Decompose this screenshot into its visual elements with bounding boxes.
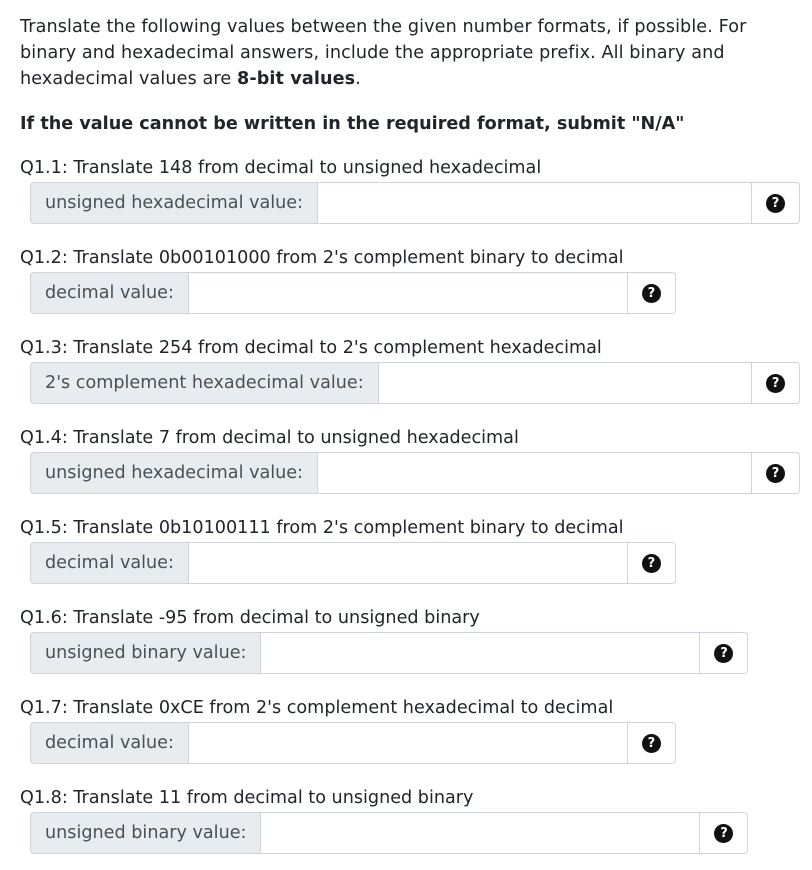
answer-input[interactable] [188, 722, 628, 764]
help-button[interactable] [700, 632, 748, 674]
answer-input[interactable] [378, 362, 753, 404]
question-label: Q1.8: Translate 11 from decimal to unsigned binary [20, 788, 474, 808]
help-button[interactable] [628, 722, 676, 764]
question-q1-2 [20, 246, 800, 314]
question-q1-7 [20, 696, 800, 764]
answer-prefix: unsigned hexadecimal value: [30, 452, 317, 494]
help-button[interactable] [752, 452, 800, 494]
instructions-end: . [355, 69, 361, 89]
question-mark-icon: ? [766, 374, 785, 393]
question-mark-icon: ? [766, 194, 785, 213]
help-button[interactable] [752, 362, 800, 404]
question-mark-icon: ? [766, 464, 785, 483]
answer-input-group [30, 542, 800, 584]
answer-prefix: unsigned binary value: [30, 812, 260, 854]
answer-input-group [30, 812, 800, 854]
question-label: Q1.6: Translate -95 from decimal to unsigned binary [20, 608, 480, 628]
question-label: Q1.4: Translate 7 from decimal to unsigned hexadecimal [20, 428, 519, 448]
answer-input-group [30, 452, 800, 494]
answer-input[interactable] [317, 182, 752, 224]
answer-input[interactable] [260, 812, 700, 854]
answer-input[interactable] [188, 542, 628, 584]
answer-prefix: unsigned binary value: [30, 632, 260, 674]
answer-input-group [30, 722, 800, 764]
instructions-bold: 8-bit values [236, 69, 356, 89]
answer-input[interactable] [260, 632, 700, 674]
question-label: Q1.2: Translate 0b00101000 from 2's complement binary to decimal [20, 248, 624, 268]
question-mark-icon: ? [642, 554, 661, 573]
question-q1-5 [20, 516, 800, 584]
answer-input[interactable] [317, 452, 752, 494]
question-q1-4 [20, 426, 800, 494]
question-label: Q1.3: Translate 254 from decimal to 2's complement hexadecimal [20, 338, 602, 358]
instructions [20, 14, 800, 92]
answer-input-group [30, 182, 800, 224]
question-q1-3 [20, 336, 800, 404]
answer-prefix: decimal value: [30, 542, 188, 584]
answer-prefix: 2's complement hexadecimal value: [30, 362, 378, 404]
help-button[interactable] [628, 542, 676, 584]
help-button[interactable] [700, 812, 748, 854]
question-mark-icon: ? [714, 824, 733, 843]
question-panel [20, 14, 800, 854]
question-q1-6 [20, 606, 800, 674]
question-q1-1 [20, 156, 800, 224]
answer-input-group [30, 632, 800, 674]
answer-input-group [30, 272, 800, 314]
help-button[interactable] [752, 182, 800, 224]
instructions-text: Translate the following values between the given number formats, if possible. For binary and hexadecimal answers, include the appropriate prefix. All binary and hexadecimal values are [20, 17, 747, 89]
answer-prefix: decimal value: [30, 722, 188, 764]
answer-prefix: unsigned hexadecimal value: [30, 182, 317, 224]
question-label: Q1.7: Translate 0xCE from 2's complement hexadecimal to decimal [20, 698, 614, 718]
question-mark-icon: ? [642, 284, 661, 303]
answer-input[interactable] [188, 272, 628, 314]
question-q1-8 [20, 786, 800, 854]
answer-prefix: decimal value: [30, 272, 188, 314]
help-button[interactable] [628, 272, 676, 314]
na-note: If the value cannot be written in the required format, submit "N/A" [20, 114, 685, 134]
question-mark-icon: ? [642, 734, 661, 753]
question-mark-icon: ? [714, 644, 733, 663]
question-label: Q1.5: Translate 0b10100111 from 2's complement binary to decimal [20, 518, 624, 538]
answer-input-group [30, 362, 800, 404]
question-label: Q1.1: Translate 148 from decimal to unsigned hexadecimal [20, 158, 542, 178]
